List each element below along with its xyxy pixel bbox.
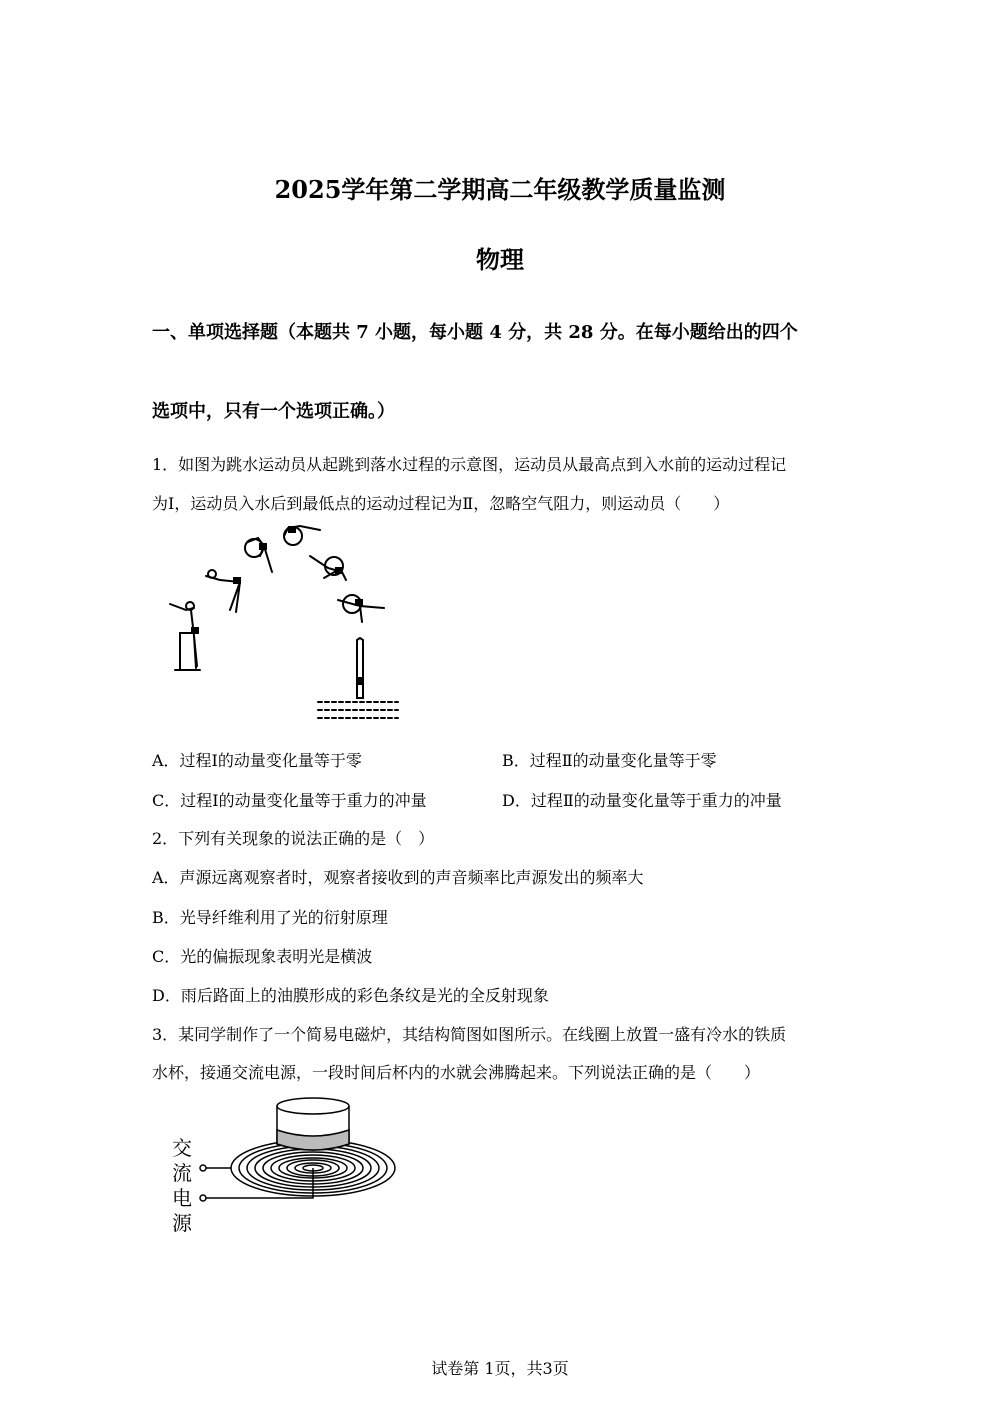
question-3-stem-line2: 水杯，接通交流电源，一段时间后杯内的水就会沸腾起来。下列说法正确的是（ ） [152,1063,761,1082]
section-heading-line2: 选项中，只有一个选项正确。） [152,401,395,422]
coil-label-3: 电 [172,1186,192,1210]
coil-label-1: 交 [172,1136,192,1160]
coil-label-4: 源 [172,1211,192,1235]
q2-option-b: B．光导纤维利用了光的衍射原理 [152,908,388,927]
coil-label-2: 流 [172,1161,192,1185]
diver-figure [160,518,400,728]
q2-option-a: A．声源远离观察者时，观察者接收到的声音频率比声源发出的频率大 [152,868,644,887]
section-heading-line1: 一、单项选择题（本题共 7 小题，每小题 4 分，共 28 分。在每小题给出的四个 [152,322,798,343]
exam-title: 2025学年第二学期高二年级教学质量监测 [274,175,726,204]
q2-option-c: C．光的偏振现象表明光是横波 [152,947,373,966]
question-2-stem: 2．下列有关现象的说法正确的是（ ） [152,829,435,848]
page-footer: 试卷第 1页，共3页 [431,1359,569,1378]
q1-option-c: C．过程Ⅰ的动量变化量等于重力的冲量 [152,791,427,810]
question-1-stem-line2: 为Ⅰ，运动员入水后到最低点的运动过程记为Ⅱ，忽略空气阻力，则运动员（ ） [152,494,730,513]
q2-option-d: D．雨后路面上的油膜形成的彩色条纹是光的全反射现象 [152,986,549,1005]
q1-option-d: D．过程Ⅱ的动量变化量等于重力的冲量 [502,791,782,810]
question-1-stem-line1: 1．如图为跳水运动员从起跳到落水过程的示意图，运动员从最高点到入水前的运动过程记 [152,455,787,474]
question-3-stem-line1: 3．某同学制作了一个简易电磁炉，其结构简图如图所示。在线圈上放置一盛有冷水的铁质 [152,1025,787,1044]
q1-option-a: A．过程Ⅰ的动量变化量等于零 [152,751,362,770]
coil-figure [165,1092,405,1237]
q1-option-b: B．过程Ⅱ的动量变化量等于零 [502,751,717,770]
subject-title: 物理 [476,245,524,274]
